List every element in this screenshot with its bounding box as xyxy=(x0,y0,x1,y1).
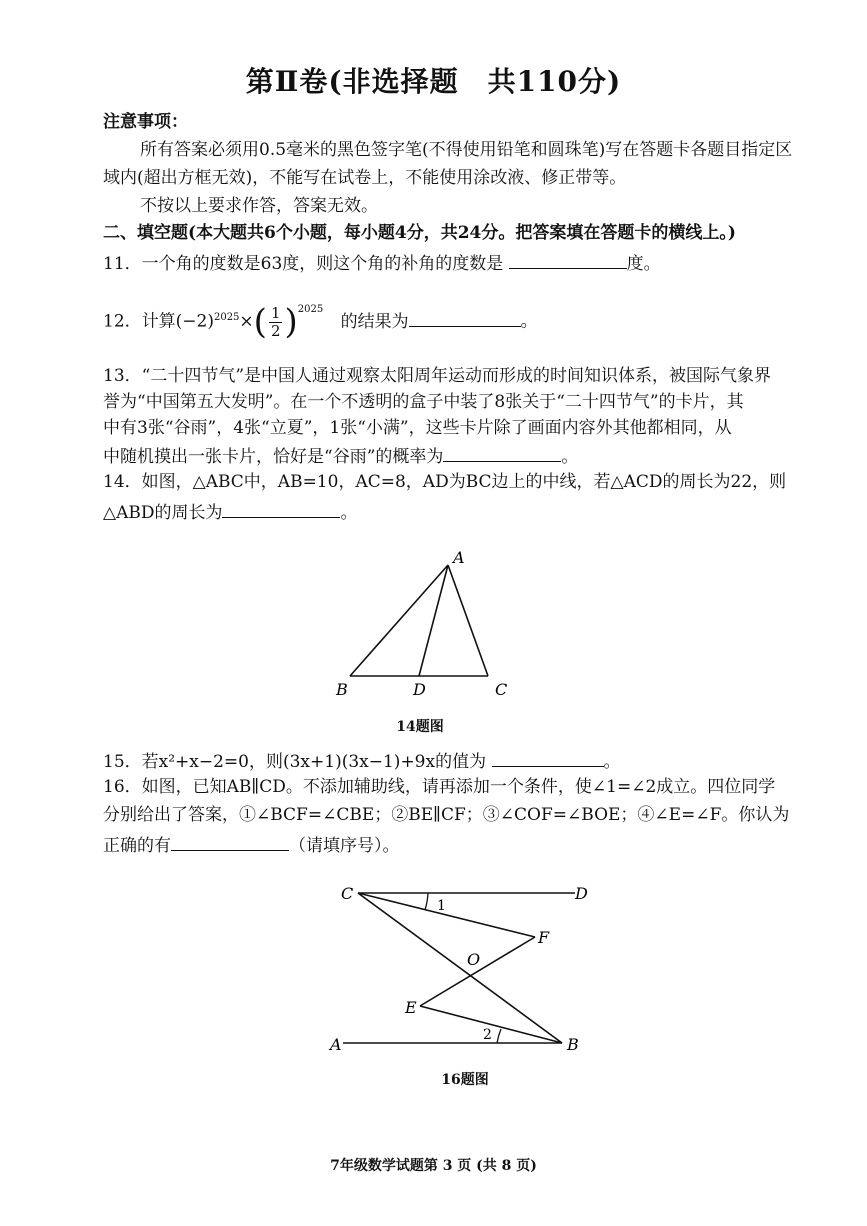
q14-line-1: 14．如图，△ABC中，AB=10，AC=8，AD为BC边上的中线，若△ACD的周长为22，则 xyxy=(103,472,787,492)
q16-text: 正确的有 xyxy=(103,836,171,856)
q15-answer-blank xyxy=(492,748,604,767)
q13-suffix: 。 xyxy=(561,447,579,467)
label-e: E xyxy=(405,998,417,1017)
notice-paragraph-2: 不按以上要求作答，答案无效。 xyxy=(140,196,378,216)
q13-line-4 xyxy=(103,443,578,469)
label-b: B xyxy=(336,680,348,699)
q11-suffix: 度。 xyxy=(626,254,661,274)
q16-caption: 16题图 xyxy=(441,1072,489,1088)
q12-answer-blank xyxy=(409,308,521,327)
page-footer: 7年级数学试题第 3 页 (共 8 页) xyxy=(330,1158,537,1174)
angle-1-arc xyxy=(425,893,428,910)
q12-denominator: 2 xyxy=(270,321,281,340)
label-o: O xyxy=(467,950,481,969)
q12-mid: 的结果为 xyxy=(340,311,409,332)
q12-numerator: 1 xyxy=(270,303,281,322)
notice-heading: 注意事项： xyxy=(103,112,188,132)
label-c: C xyxy=(341,884,354,903)
label-c: C xyxy=(495,680,508,699)
q15-text: 15．若x²+x−2=0，则(3x+1)(3x−1)+9x的值为 xyxy=(103,752,487,772)
q14-figure xyxy=(330,545,520,700)
label-a: A xyxy=(330,1035,342,1054)
q11-text: 11．一个角的度数是63度，则这个角的补角的度数是 xyxy=(103,254,504,274)
q14-answer-blank xyxy=(222,499,340,518)
angle-1-label: 1 xyxy=(437,898,446,914)
segment-ac xyxy=(448,565,488,676)
q12-text: 12．计算(−2) xyxy=(103,311,214,332)
q14-line-2 xyxy=(103,499,357,525)
question-15 xyxy=(103,748,621,774)
q11-answer-blank xyxy=(509,250,627,269)
label-d: D xyxy=(575,884,588,903)
q14-suffix: 。 xyxy=(340,503,358,523)
segment-cf xyxy=(358,893,535,937)
segment-fe xyxy=(420,937,535,1006)
q13-answer-blank xyxy=(443,443,561,462)
q16-figure xyxy=(325,875,610,1060)
q14-text: △ABD的周长为 xyxy=(103,503,223,523)
label-d: D xyxy=(413,680,426,699)
segment-cb xyxy=(358,893,562,1043)
question-12: 12．计算$(-2)^{2025}\times$( $\frac{1}{2}$ )$^{2025}$ 的结果为 。 xyxy=(103,302,538,343)
q16-line-2: 分别给出了答案，①∠BCF=∠CBE；②BE∥CF；③∠COF=∠BOE；④∠E=∠F。你认为 xyxy=(103,805,790,825)
q13-text: 中随机摸出一张卡片，恰好是“谷雨”的概率为 xyxy=(103,447,444,467)
q16-line-3 xyxy=(103,832,400,858)
q16-suffix: （请填序号）。 xyxy=(289,836,400,856)
q16-line-1: 16．如图，已知AB∥CD。不添加辅助线，请再添加一个条件，使∠1=∠2成立。四位同学 xyxy=(103,777,776,797)
q15-suffix: 。 xyxy=(603,752,621,772)
q13-line-2: 誉为“中国第五大发明”。在一个不透明的盒子中装了8张关于“二十四节气”的卡片，其 xyxy=(103,392,744,412)
q12-exponent: 2025 xyxy=(213,312,240,323)
section-title: 第Ⅱ卷(非选择题 共110分) xyxy=(245,65,622,98)
angle-2-arc xyxy=(497,1029,501,1043)
label-b: B xyxy=(567,1035,579,1054)
notice-paragraph-1b: 域内(超出方框无效)，不能写在试卷上，不能使用涂改液、修正带等。 xyxy=(103,168,627,188)
q12-fraction xyxy=(269,305,283,340)
q16-answer-blank xyxy=(171,832,289,851)
notice-paragraph-1a: 所有答案必须用0.5毫米的黑色签字笔(不得使用铅笔和圆珠笔)写在答题卡各题目指定区 xyxy=(140,140,793,160)
q12-times: × xyxy=(239,311,254,332)
q13-line-3: 中有3张“谷雨”，4张“立夏”，1张“小满”，这些卡片除了画面内容外其他都相同，从 xyxy=(103,418,732,438)
q12-exponent-2: 2025 xyxy=(297,304,324,315)
part2-heading: 二、填空题(本大题共6个小题，每小题4分，共24分。把答案填在答题卡的横线上。) xyxy=(103,223,736,243)
q13-line-1: 13．“二十四节气”是中国人通过观察太阳周年运动而形成的时间知识体系，被国际气象界 xyxy=(103,366,772,386)
q12-suffix: 。 xyxy=(520,311,538,332)
label-f: F xyxy=(538,928,550,947)
angle-2-label: 2 xyxy=(483,1027,492,1043)
label-a: A xyxy=(453,548,465,567)
q14-caption: 14题图 xyxy=(396,719,444,735)
question-11 xyxy=(103,250,661,276)
